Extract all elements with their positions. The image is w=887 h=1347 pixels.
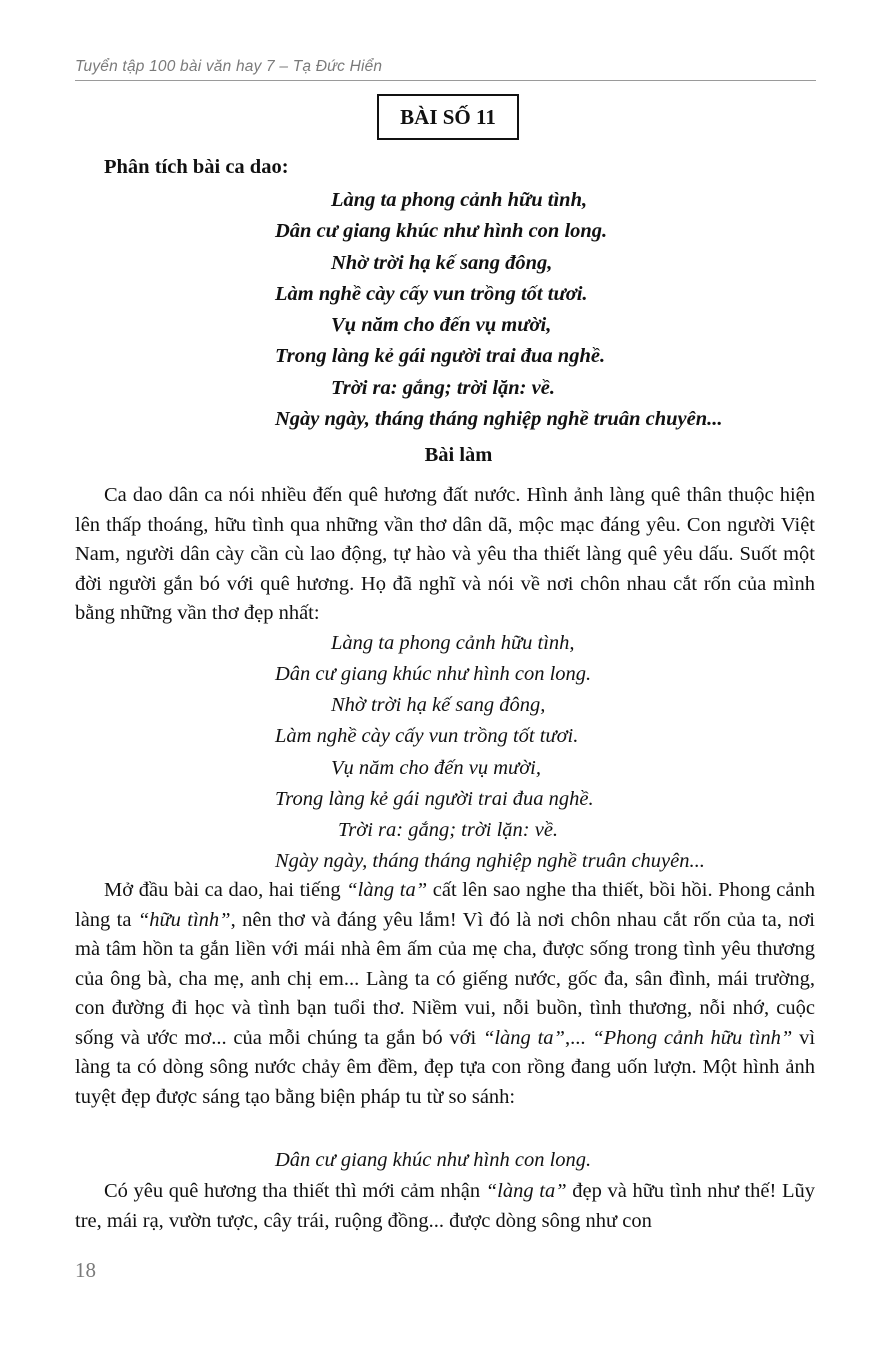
quoted-phrase: “Phong cảnh hữu tình” [592,1026,793,1049]
verse-line: Trong làng kẻ gái người trai đua nghề. [275,345,606,367]
verse-line: Dân cư giang khúc như hình con long. [275,220,608,242]
text-run: vì làng ta có dòng sông nước chảy êm đềm, đẹp tựa con rồng đang uốn lượn. Một hình ảnh tuyệt đẹp được sáng tạo bằng biện pháp tu từ so sánh: [75,1026,816,1108]
text-run: Mở đầu bài ca dao, hai tiếng [104,879,347,901]
assignment-prompt: Phân tích bài ca dao: [104,156,289,178]
paragraph-intro: Ca dao dân ca nói nhiều đến quê hương đất nước. Hình ảnh làng quê thân thuộc hiện lên thấp thoáng, hữu tình qua những vần thơ dân dã, mộc mạc đáng yêu. Con người Việt Nam, người dân cày cần cù lao động, tự hào và yêu tha thiết làng quê yêu dấu. Suốt một đời người gắn bó với quê hương. Họ đã nghĩ và nói về nơi chôn nhau cắt rốn của mình bằng những vần thơ đẹp nhất: [75,484,815,624]
verse-line: Làng ta phong cảnh hữu tình, [331,632,575,654]
text-run: đẹp và hữu tình như thế! Lũy tre, mái rạ, vườn tược, cây trái, ruộng đồng... được dòng sông như con [75,1180,815,1232]
verse-line: Nhờ trời hạ kế sang đông, [331,252,553,274]
quoted-verse: Dân cư giang khúc như hình con long. [275,1149,592,1171]
quoted-phrase: “làng ta” [346,879,428,901]
quoted-phrase: “hữu tình” [137,908,231,931]
verse-line: Làng ta phong cảnh hữu tình, [331,189,588,211]
header-divider [75,80,816,81]
section-heading: Bài làm [424,444,493,466]
verse-line: Vụ năm cho đến vụ mười, [331,314,552,336]
verse-line: Trong làng kẻ gái người trai đua nghề. [275,788,594,810]
verse-line: Làm nghề cày cấy vun trồng tốt tươi. [275,725,579,747]
text-run: ,... [564,1026,593,1049]
verse-line: Dân cư giang khúc như hình con long. [275,663,592,685]
verse-line: Làm nghề cày cấy vun trồng tốt tươi. [275,283,588,305]
paragraph-continuation [75,1177,815,1236]
verse-line: Trời ra: gắng; trời lặn: về. [338,819,559,841]
page-number: 18 [75,1258,96,1282]
verse-line: Vụ năm cho đến vụ mười, [331,757,541,779]
lesson-title: BÀI SỐ 11 [377,94,519,140]
verse-line: Nhờ trời hạ kế sang đông, [331,694,546,716]
verse-line: Ngày ngày, tháng tháng nghiệp nghề truân chuyên... [275,850,705,872]
paragraph-analysis [75,876,815,1112]
text-run: cất lên sao nghe tha thiết, bồi hồi. Phong cảnh làng ta [75,879,815,931]
running-header: Tuyển tập 100 bài văn hay 7 – Tạ Đức Hiển [75,58,383,75]
verse-line: Ngày ngày, tháng tháng nghiệp nghề truân chuyên... [275,408,723,430]
text-run: , nên thơ và đáng yêu lắm! Vì đó là nơi chôn nhau cắt rốn của ta, nơi mà tâm hồn ta gắn liền với mái nhà êm ấm của mẹ cha, được sống trong tình yêu thương của ông bà, cha mẹ, anh chị em... Làng ta có giếng nước, gốc đa, sân đình, mái trường, con đường đi học và tình bạn tuổi thơ. Niềm vui, nỗi buồn, tình thương, nỗi nhớ, cuộc sống và ước mơ... của mỗi chúng ta gắn bó với [75,908,816,1049]
text-run: Có yêu quê hương tha thiết thì mới cảm nhận [104,1180,486,1202]
quoted-phrase: “làng ta” [485,1180,567,1202]
verse-line: Trời ra: gắng; trời lặn: về. [331,377,555,399]
quoted-phrase: “làng ta” [482,1026,565,1049]
